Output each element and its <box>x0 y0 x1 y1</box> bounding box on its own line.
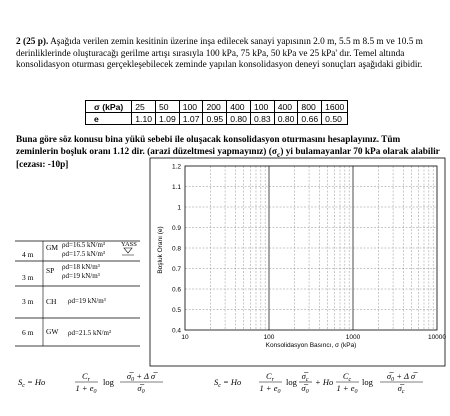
svg-text:σ̅0 + Δ σ̅: $\sigma̅_0 + \Delta$ σ̅ <box>386 371 416 383</box>
layer-name-ch: CH <box>46 297 57 306</box>
layer-name-gm: GM <box>46 243 59 252</box>
svg-text:Cr: $C_r$ <box>81 371 91 383</box>
svg-text:1 + e0: $1 + e_0$ <box>75 383 97 395</box>
task-text-2: ) yi bulamayanlar 70 kPa olarak alabilir <box>280 146 440 157</box>
thickness-label-1: 4 m <box>22 250 34 259</box>
layer-name-gw: GW <box>46 327 59 336</box>
svg-text:log: log <box>362 377 373 387</box>
table-cell: 0.95 <box>203 113 227 125</box>
chart-y-tick-label: 1 <box>177 204 181 212</box>
svg-text:1 + e0: $1 + e_0$ <box>336 383 358 395</box>
chart-y-tick-label: 0.7 <box>171 265 181 273</box>
chart-grid <box>185 166 437 330</box>
svg-text:1 + e0: $1 + e_0$ <box>259 383 281 395</box>
table-cell: 0.66 <box>298 113 322 125</box>
table-cell: 1600 <box>322 101 348 113</box>
thickness-label-extra: 3 m <box>22 273 34 282</box>
layer-prop: ρd=17.5 kN/m³ <box>62 250 105 258</box>
chart-x-tick-label: 10000 <box>427 334 447 341</box>
table-cell: 0.50 <box>322 113 348 125</box>
table-cell: 0.80 <box>274 113 298 125</box>
formula-2 <box>214 371 423 395</box>
chart-y-tick-label: 1.2 <box>171 163 181 171</box>
table-cell: 800 <box>298 101 322 113</box>
formula-1 <box>18 371 163 395</box>
chart-y-tick-label: 0.5 <box>171 306 181 314</box>
chart-y-label: Boşluk Oranı (e) <box>157 226 164 274</box>
svg-text:σ̅0: $\sigma̅_0$ <box>301 383 309 395</box>
svg-text:log: log <box>286 377 297 387</box>
water-table-icon <box>124 248 132 253</box>
table-cell: 100 <box>250 101 274 113</box>
penalty-note: [cezası: -10p] <box>16 160 69 171</box>
table-cell: 1.10 <box>132 113 156 125</box>
layer-prop: ρd=19 kN/m³ <box>62 272 100 280</box>
question-intro-text: Aşağıda verilen zemin kesitinin üzerine inşa edilecek sanayi yapısının 2.0 m, 5.5 m 8.5 m ve 10.5 m derinliklerinde oluşturacağı gerilme artışı sırasıyla 100 kPa, 75 kPa, 50 kPa ve 25 kPa' dır. Temel altında konsolidasyon oturması gerçekleşebilecek zeminde yapılan konsolidasyon deneyi sonuçları aşağıdaki gibidir. <box>16 37 423 71</box>
chart-y-tick-label: 0.6 <box>171 286 181 294</box>
svg-text:+ Ho: + Ho <box>315 377 334 387</box>
layer-prop: ρd=21.5 kN/m³ <box>68 329 111 337</box>
table-cell: 400 <box>227 101 251 113</box>
table-cell: 1.07 <box>179 113 203 125</box>
layer-prop: ρd=19 kN/m³ <box>68 297 106 305</box>
svg-text:Cc: $C_c$ <box>342 371 352 383</box>
layer-name-sp: SP <box>46 266 55 275</box>
chart-y-tick-label: 0.8 <box>171 245 181 253</box>
chart-x-tick-label: 10 <box>181 334 189 341</box>
table-cell: 0.80 <box>227 113 251 125</box>
chart-y-tick-label: 0.9 <box>171 224 181 232</box>
task-text: Buna göre söz konusu bina yükü sebebi ile oluşacak konsolidasyon oturmasını hesaplayınız. Tüm zeminlerin boşluk oranı 1.12 dir. (arazi düzeltmesi yapmayınız) (σ <box>16 135 401 157</box>
chart-y-tick-label: 0.4 <box>171 327 181 335</box>
table-cell: 50 <box>156 101 180 113</box>
svg-text:σ̅c: $\sigma̅_c$ <box>397 383 405 395</box>
chart-x-tick-label: 1000 <box>345 334 361 341</box>
soil-profile <box>15 241 140 346</box>
table-cell: 25 <box>132 101 156 113</box>
svg-text:log: log <box>103 377 114 387</box>
chart-x-tick-label: 100 <box>263 334 275 341</box>
svg-text:σ̅0: $\sigma̅_0$ <box>137 383 145 395</box>
table-header-sigma: σ (kPa) <box>86 101 132 113</box>
layer-prop: ρd=16.5 kN/m³ <box>62 241 105 249</box>
chart-y-ticks <box>172 163 181 334</box>
layer-prop: ρd=18 kN/m³ <box>62 263 100 271</box>
table-header-e: e <box>86 113 132 125</box>
table-cell: 400 <box>274 101 298 113</box>
chart-frame <box>150 158 445 366</box>
thickness-label-2: 3 m <box>22 297 34 306</box>
task-sub: c <box>276 149 281 159</box>
table-cell: 100 <box>179 101 203 113</box>
svg-text:σ̅0 + Δ σ̅: $\sigma̅_0 + \Delta$ σ̅ <box>126 371 156 383</box>
svg-text:Sc = Ho: $S_c = Ho$ <box>214 377 242 389</box>
chart-x-ticks <box>181 334 446 341</box>
table-cell: 1.09 <box>156 113 180 125</box>
chart-x-label: Konsolidasyon Basıncı, σ (kPa) <box>265 342 357 349</box>
table-cell: 0.83 <box>250 113 274 125</box>
water-table-label: YASS <box>121 241 137 248</box>
question-number: 2 (25 p). <box>16 37 49 47</box>
svg-text:σ̅c: $\sigma̅_c$ <box>301 371 309 383</box>
table-cell: 200 <box>203 101 227 113</box>
svg-text:Cr: $C_r$ <box>265 371 275 383</box>
svg-text:Sc = Ho: $S_c = Ho$ <box>18 377 46 389</box>
thickness-label-3: 6 m <box>22 328 34 337</box>
chart-y-tick-label: 1.1 <box>171 183 181 191</box>
